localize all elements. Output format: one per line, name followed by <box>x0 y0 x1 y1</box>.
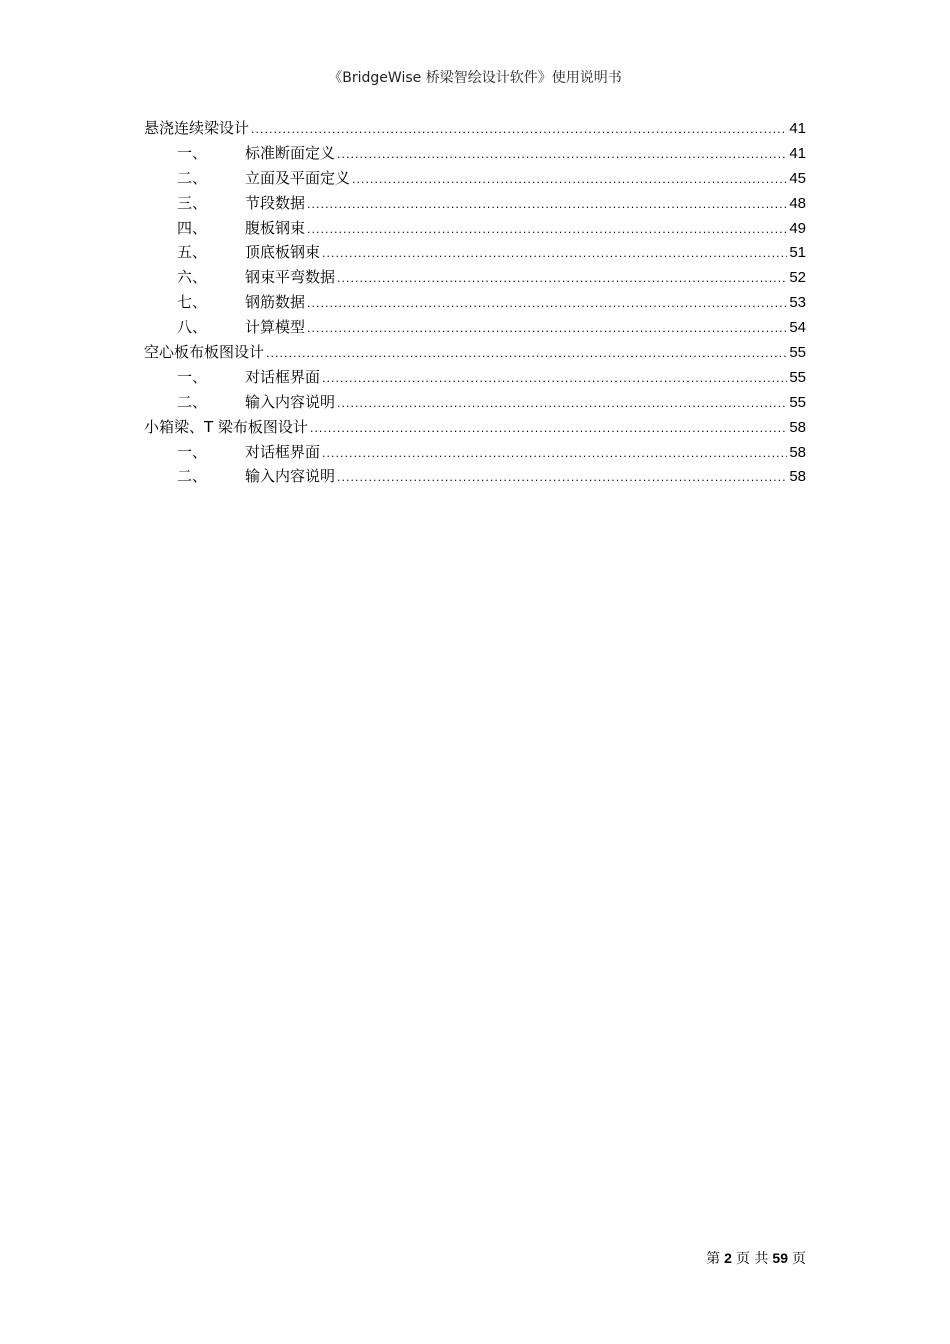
footer-prefix: 第 <box>706 1251 721 1267</box>
toc-entry-number: 三、 <box>177 193 208 212</box>
toc-chapter-entry[interactable] <box>144 116 806 141</box>
toc-section-entry[interactable] <box>144 290 806 315</box>
toc-entry-title: 腹板钢束 <box>245 218 306 237</box>
toc-entry-title: 对话框界面 <box>245 367 321 386</box>
toc-dot-leader <box>337 143 787 168</box>
toc-entry-page-number: 58 <box>789 443 806 461</box>
toc-entry-number: 四、 <box>177 218 208 237</box>
toc-entry-page-number: 51 <box>789 244 806 262</box>
toc-entry-number: 一、 <box>177 442 208 461</box>
toc-section-entry[interactable] <box>144 166 806 191</box>
table-of-contents <box>144 116 806 489</box>
toc-dot-leader <box>307 193 787 218</box>
toc-entry-title: 小箱梁、T 梁布板图设计 <box>144 417 308 436</box>
page-header <box>0 68 950 88</box>
toc-dot-leader <box>337 392 787 417</box>
toc-entry-title: 顶底板钢束 <box>245 243 321 262</box>
toc-entry-page-number: 45 <box>789 169 806 187</box>
toc-entry-page-number: 49 <box>789 219 806 237</box>
toc-entry-title: 对话框界面 <box>245 442 321 461</box>
toc-section-entry[interactable] <box>144 216 806 241</box>
footer-current-page: 2 <box>724 1250 732 1266</box>
toc-entry-number: 二、 <box>177 168 208 187</box>
toc-entry-title: 空心板布板图设计 <box>144 343 265 362</box>
toc-dot-leader <box>307 317 787 342</box>
page-footer <box>706 1248 806 1269</box>
toc-entry-title: 输入内容说明 <box>245 392 336 411</box>
toc-entry-number: 一、 <box>177 143 208 162</box>
toc-entry-number: 一、 <box>177 367 208 386</box>
toc-entry-page-number: 54 <box>789 319 806 337</box>
toc-dot-leader <box>310 417 787 442</box>
footer-total-pages: 59 <box>772 1250 788 1266</box>
toc-entry-page-number: 55 <box>789 393 806 411</box>
toc-dot-leader <box>307 218 787 243</box>
toc-chapter-entry[interactable] <box>144 415 806 440</box>
toc-dot-leader <box>337 267 787 292</box>
toc-dot-leader <box>251 118 787 143</box>
toc-entry-title: 立面及平面定义 <box>245 168 351 187</box>
toc-entry-page-number: 41 <box>789 144 806 162</box>
toc-section-entry[interactable] <box>144 315 806 340</box>
toc-dot-leader <box>322 242 787 267</box>
toc-dot-leader <box>322 442 787 467</box>
toc-entry-number: 五、 <box>177 243 208 262</box>
toc-dot-leader <box>352 168 787 193</box>
toc-section-entry[interactable] <box>144 240 806 265</box>
document-title: 《BridgeWise 桥梁智绘设计软件》使用说明书 <box>328 70 622 86</box>
toc-entry-number: 七、 <box>177 293 208 312</box>
footer-middle: 页 共 <box>735 1251 769 1267</box>
toc-entry-title: 计算模型 <box>245 318 306 337</box>
toc-entry-number: 八、 <box>177 318 208 337</box>
toc-chapter-entry[interactable] <box>144 340 806 365</box>
toc-section-entry[interactable] <box>144 191 806 216</box>
toc-entry-title: 节段数据 <box>245 193 306 212</box>
toc-dot-leader <box>307 292 787 317</box>
toc-entry-title: 输入内容说明 <box>245 467 336 486</box>
toc-entry-title: 钢筋数据 <box>245 293 306 312</box>
toc-dot-leader <box>322 367 787 392</box>
toc-dot-leader <box>337 466 787 491</box>
toc-entry-page-number: 53 <box>789 294 806 312</box>
toc-entry-page-number: 48 <box>789 194 806 212</box>
toc-entry-title: 标准断面定义 <box>245 143 336 162</box>
toc-section-entry[interactable] <box>144 141 806 166</box>
toc-entry-number: 二、 <box>177 467 208 486</box>
toc-entry-page-number: 52 <box>789 269 806 287</box>
toc-section-entry[interactable] <box>144 464 806 489</box>
toc-entry-page-number: 41 <box>789 120 806 137</box>
toc-section-entry[interactable] <box>144 365 806 390</box>
toc-section-entry[interactable] <box>144 390 806 415</box>
toc-entry-title: 钢束平弯数据 <box>245 268 336 287</box>
toc-dot-leader <box>266 342 787 367</box>
toc-section-entry[interactable] <box>144 265 806 290</box>
toc-entry-page-number: 58 <box>789 418 806 436</box>
footer-suffix: 页 <box>792 1251 806 1267</box>
toc-entry-page-number: 55 <box>789 344 806 362</box>
toc-entry-number: 二、 <box>177 392 208 411</box>
toc-entry-number: 六、 <box>177 268 208 287</box>
toc-entry-page-number: 55 <box>789 368 806 386</box>
toc-entry-page-number: 58 <box>789 468 806 486</box>
toc-entry-title: 悬浇连续梁设计 <box>144 119 250 137</box>
toc-section-entry[interactable] <box>144 440 806 465</box>
